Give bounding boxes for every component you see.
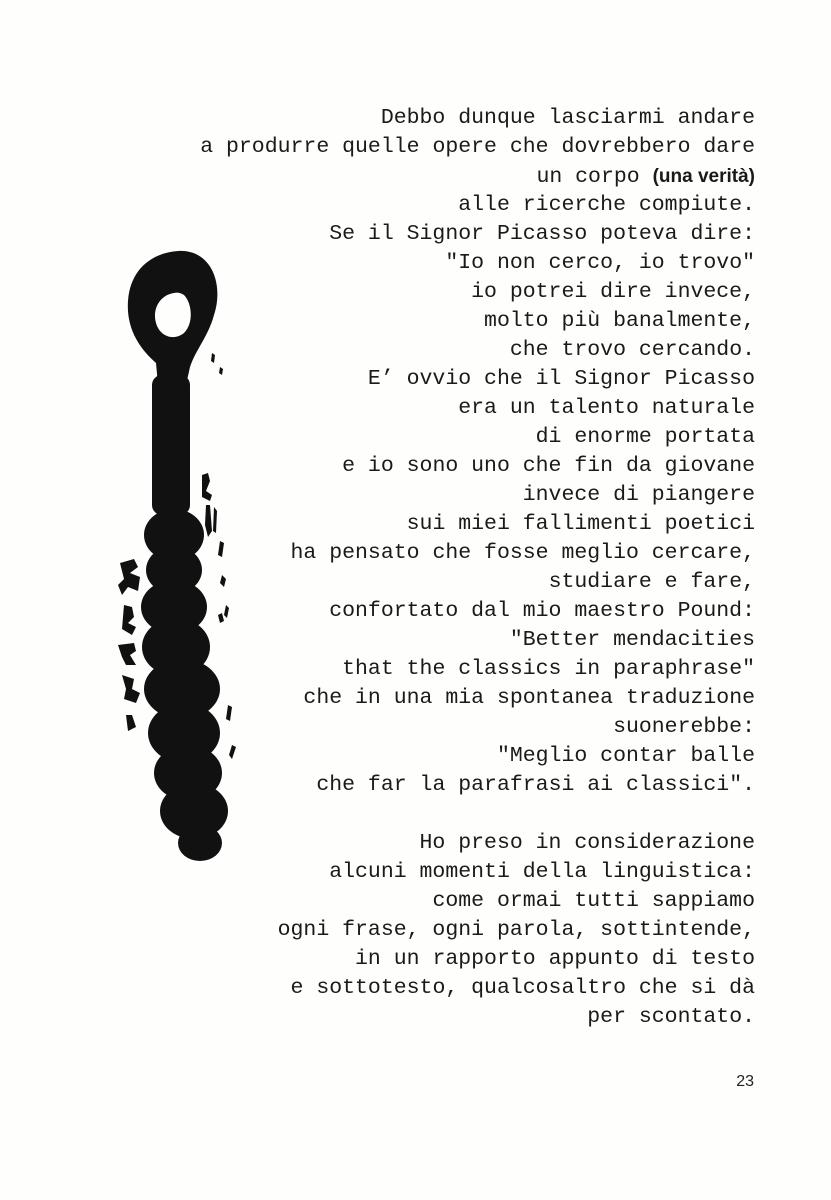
stanza-break: [115, 800, 755, 829]
poem-line: a produrre quelle opere che dovrebbero dare: [200, 135, 755, 159]
poem-line: "Better mendacities: [509, 628, 755, 652]
poem-line: studiare e fare,: [548, 570, 755, 594]
poem-line-with-emphasis: [115, 162, 755, 191]
poem-line: that the classics in paraphrase": [342, 657, 755, 681]
poem-line: molto più banalmente,: [484, 309, 755, 333]
poem-line: alle ricerche compiute.: [458, 193, 755, 217]
poem-line: ogni frase, ogni parola, sottintende,: [277, 918, 755, 942]
poem-line: e io sono uno che fin da giovane: [342, 454, 755, 478]
poem-line: in un rapporto appunto di testo: [355, 947, 755, 971]
poem-line: alcuni momenti della linguistica:: [329, 860, 755, 884]
poem-line: Debbo dunque lasciarmi andare: [380, 106, 755, 130]
poem-line: invece di piangere: [522, 483, 755, 507]
poem-text: [115, 104, 755, 1032]
poem-line: come ormai tutti sappiamo: [432, 889, 755, 913]
poem-line: "Meglio contar balle: [496, 744, 755, 768]
poem-line: confortato dal mio maestro Pound:: [329, 599, 755, 623]
poem-line: suonerebbe:: [613, 715, 755, 739]
poem-line: che in una mia spontanea traduzione: [303, 686, 755, 710]
poem-line: sui miei fallimenti poetici: [406, 512, 755, 536]
poem-line: che far la parafrasi ai classici".: [316, 773, 755, 797]
poem-line: E’ ovvio che il Signor Picasso: [367, 367, 755, 391]
poem-line: io potrei dire invece,: [471, 280, 755, 304]
poem-line: era un talento naturale: [458, 396, 755, 420]
poem-line: che trovo cercando.: [509, 338, 755, 362]
page-number: 23: [736, 1073, 754, 1090]
poem-line: e sottotesto, qualcosaltro che si dà: [290, 976, 755, 1000]
poem-line: per scontato.: [587, 1005, 755, 1029]
poem-line: Ho preso in considerazione: [419, 831, 755, 855]
poem-line: ha pensato che fosse meglio cercare,: [290, 541, 755, 565]
poem-line: "Io non cerco, io trovo": [445, 251, 755, 275]
emphasis-text: (una verità): [652, 166, 755, 187]
poem-line: Se il Signor Picasso poteva dire:: [329, 222, 755, 246]
poem-line-text: un corpo: [536, 165, 653, 189]
poem-line: di enorme portata: [535, 425, 755, 449]
